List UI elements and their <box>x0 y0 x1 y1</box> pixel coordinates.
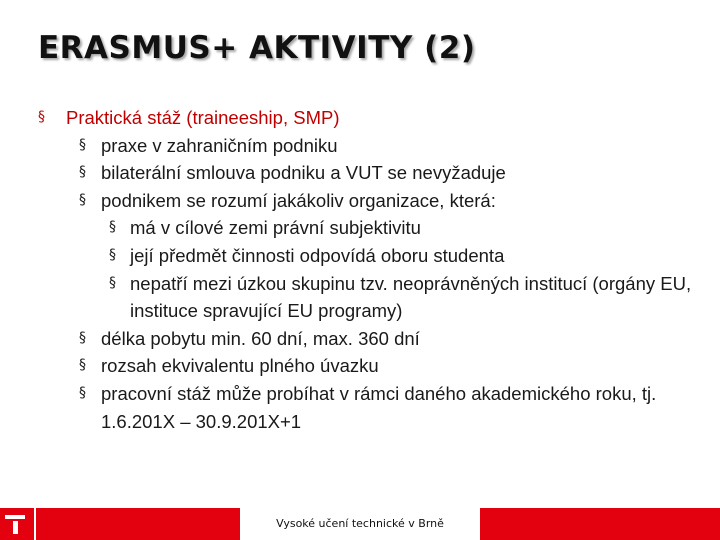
slide-title: ERASMUS+ AKTIVITY (2) <box>38 30 476 66</box>
bullet-text: praxe v zahraničním podniku <box>101 134 338 156</box>
slide-content <box>38 104 698 435</box>
bullet-item-level2 <box>38 352 698 380</box>
bullet-item-level2 <box>38 187 698 215</box>
bullet-text: rozsah ekvivalentu plného úvazku <box>101 355 379 377</box>
bullet-item-level2 <box>38 132 698 160</box>
bullet-marker: § <box>109 274 116 291</box>
bullet-marker: § <box>79 164 86 181</box>
bullet-marker: § <box>79 384 86 401</box>
footer-bar <box>0 508 720 540</box>
bullet-marker: § <box>79 357 86 374</box>
bullet-marker: § <box>109 219 116 236</box>
bullet-text: nepatří mezi úzkou skupinu tzv. neoprávněných institucí (orgány EU, instituce spravující EU programy) <box>130 272 692 322</box>
bullet-text: má v cílové zemi právní subjektivitu <box>130 217 421 239</box>
bullet-marker: § <box>79 329 86 346</box>
bullet-text: podnikem se rozumí jakákoliv organizace, která: <box>101 189 496 211</box>
bullet-text: délka pobytu min. 60 dní, max. 360 dní <box>101 327 420 349</box>
bullet-marker: § <box>79 191 86 208</box>
bullet-text: její předmět činnosti odpovídá oboru studenta <box>130 244 505 266</box>
bullet-item-level3 <box>38 242 698 270</box>
bullet-text: Praktická stáž (traineeship, SMP) <box>66 107 340 128</box>
bullet-text: bilaterální smlouva podniku a VUT se nevyžaduje <box>101 162 506 184</box>
bullet-item-level1 <box>38 104 698 132</box>
vut-t-logo-icon <box>0 508 36 540</box>
bullet-marker: § <box>38 109 45 125</box>
footer-institution-name: Vysoké učení technické v Brně <box>240 508 480 540</box>
bullet-item-level3 <box>38 214 698 242</box>
bullet-marker: § <box>109 246 116 263</box>
bullet-item-level2 <box>38 159 698 187</box>
bullet-item-level2 <box>38 380 698 435</box>
bullet-item-level3 <box>38 270 698 325</box>
bullet-item-level2 <box>38 325 698 353</box>
bullet-marker: § <box>79 136 86 153</box>
bullet-text: pracovní stáž může probíhat v rámci daného akademického roku, tj. 1.6.201X – 30.9.201X+1 <box>101 382 657 432</box>
